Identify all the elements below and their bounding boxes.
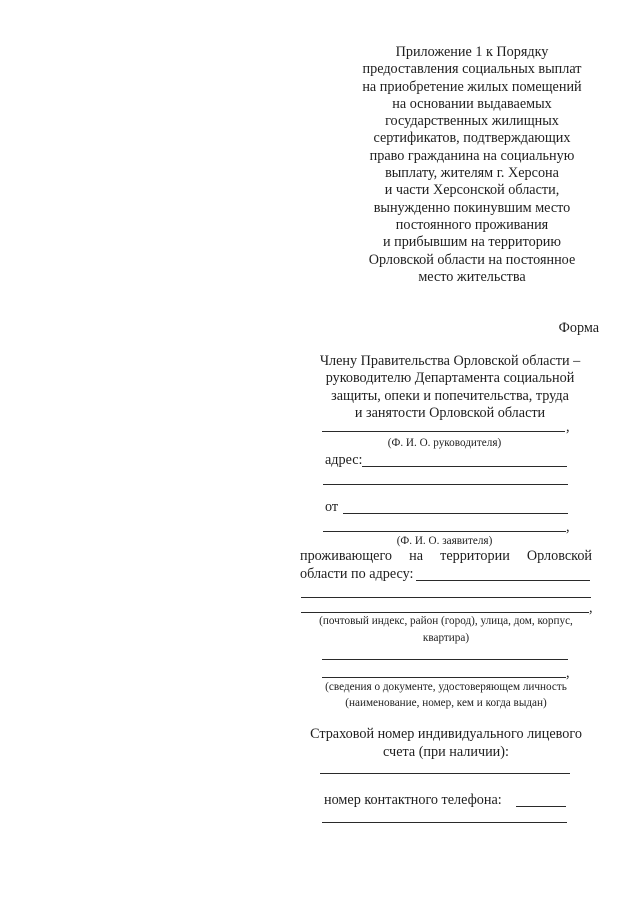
- head-name-field[interactable]: [322, 431, 565, 432]
- addressee-line: руководителю Департамента социальной: [325, 370, 575, 387]
- snils-field[interactable]: [320, 773, 570, 774]
- residence-address-field-line-3[interactable]: [301, 612, 589, 613]
- appendix-line: предоставления социальных выплат: [362, 61, 582, 78]
- appendix-line: выплату, жителям г. Херсона: [385, 165, 559, 182]
- snils-label-line-1: Страховой номер индивидуального лицевого: [310, 726, 582, 742]
- residence-address-field-line-2[interactable]: [301, 597, 591, 598]
- residing-word: проживающего: [300, 548, 393, 564]
- residing-text-line-2: области по адресу:: [300, 566, 414, 582]
- appendix-line: место жительства: [418, 268, 526, 285]
- phone-field[interactable]: [516, 806, 566, 807]
- residing-word: Орловской: [526, 548, 593, 564]
- document-caption-line-1: (сведения о документе, удостоверяющем личность: [325, 681, 567, 693]
- snils-label-line-2: счета (при наличии):: [383, 744, 509, 760]
- addressee-line: и занятости Орловской области: [354, 404, 546, 421]
- appendix-line: государственных жилищных: [385, 113, 559, 130]
- address-field[interactable]: [362, 466, 567, 467]
- appendix-line: на приобретение жилых помещений: [362, 78, 582, 95]
- appendix-line: и прибывшим на территорию: [382, 234, 561, 251]
- document-field[interactable]: [322, 659, 568, 660]
- comma: ,: [566, 419, 570, 435]
- document-field-line-2[interactable]: [322, 677, 566, 678]
- form-label: Форма: [558, 320, 599, 336]
- appendix-header: [340, 44, 604, 286]
- postal-caption-line-2: квартира): [422, 632, 470, 644]
- appendix-line: право гражданина на социальную: [369, 147, 575, 164]
- phone-field-line-2[interactable]: [322, 822, 567, 823]
- appendix-line: сертификатов, подтверждающих: [373, 130, 571, 147]
- postal-caption-line-1: (почтовый индекс, район (город), улица, дом, корпус,: [319, 615, 573, 627]
- appendix-line: и части Херсонской области,: [384, 182, 560, 199]
- residence-address-field[interactable]: [416, 580, 590, 581]
- applicant-name-field[interactable]: [343, 513, 568, 514]
- address-label: адрес:: [325, 452, 363, 468]
- applicant-name-field-line-2[interactable]: [323, 531, 566, 532]
- head-name-caption: (Ф. И. О. руководителя): [387, 437, 502, 449]
- comma: ,: [566, 519, 570, 535]
- addressee-line: Члену Правительства Орловской области –: [319, 353, 581, 369]
- comma: ,: [589, 600, 593, 616]
- applicant-name-caption: (Ф. И. О. заявителя): [396, 535, 493, 547]
- appendix-line: вынужденно покинувшим место: [373, 199, 571, 216]
- residing-text-line-1: [300, 548, 592, 565]
- address-field-line-2[interactable]: [323, 484, 568, 485]
- comma: ,: [566, 665, 570, 681]
- appendix-line: Орловской области на постоянное: [368, 251, 576, 268]
- appendix-line: постоянного проживания: [395, 216, 549, 233]
- addressee-block: [300, 353, 600, 422]
- residing-word: территории: [440, 548, 510, 564]
- phone-label: номер контактного телефона:: [324, 792, 502, 808]
- residing-word: на: [409, 548, 424, 564]
- appendix-line: на основании выдаваемых: [392, 95, 552, 112]
- document-caption-line-2: (наименование, номер, кем и когда выдан): [345, 697, 547, 709]
- addressee-line: защиты, опеки и попечительства, труда: [331, 387, 569, 404]
- appendix-line: Приложение 1 к Порядку: [395, 44, 549, 60]
- from-label: от: [325, 499, 339, 515]
